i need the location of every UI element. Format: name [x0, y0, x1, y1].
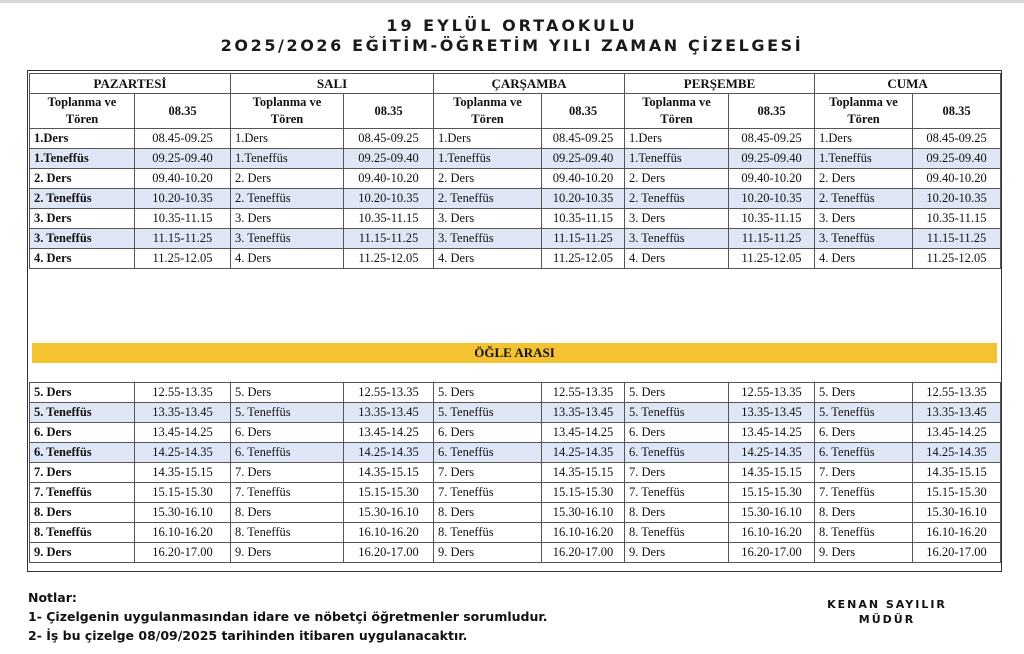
afternoon-rows	[30, 383, 1001, 563]
period-label: 1.Ders	[231, 129, 344, 149]
notes-heading: Notlar:	[28, 590, 77, 605]
period-time: 14.25-14.35	[913, 443, 1001, 463]
opening-label-line: Tören	[471, 112, 504, 126]
period-time: 13.45-14.25	[913, 423, 1001, 443]
period-time: 15.30-16.10	[135, 503, 231, 523]
schedule-table-morning	[29, 73, 1001, 269]
period-time: 15.30-16.10	[542, 503, 625, 523]
period-time: 15.15-15.30	[913, 483, 1001, 503]
opening-time: 08.35	[135, 94, 231, 129]
period-time: 09.40-10.20	[729, 169, 815, 189]
opening-label-line: Tören	[660, 112, 693, 126]
period-label: 8. Ders	[231, 503, 344, 523]
notes-section	[28, 588, 548, 645]
period-label: 6. Teneffüs	[30, 443, 135, 463]
period-label: 1.Teneffüs	[625, 149, 729, 169]
opening-label-line: Tören	[65, 112, 99, 126]
period-time: 16.20-17.00	[913, 543, 1001, 563]
period-label: 4. Ders	[625, 249, 729, 269]
opening-row	[30, 94, 1001, 129]
opening-label	[434, 94, 542, 129]
period-label: 7. Teneffüs	[815, 483, 913, 503]
period-time: 11.25-12.05	[135, 249, 231, 269]
day-header: ÇARŞAMBA	[434, 74, 625, 94]
period-label: 9. Ders	[30, 543, 135, 563]
period-label: 2. Teneffüs	[231, 189, 344, 209]
period-label: 1.Teneffüs	[434, 149, 542, 169]
period-time: 11.15-11.25	[729, 229, 815, 249]
signatory-role: MÜDÜR	[858, 613, 916, 626]
period-time: 10.35-11.15	[542, 209, 625, 229]
period-label: 6. Teneffüs	[434, 443, 542, 463]
opening-time: 08.35	[729, 94, 815, 129]
note-item: 1- Çizelgenin uygulanmasından idare ve nöbetçi öğretmenler sorumludur.	[28, 609, 548, 624]
period-time: 14.25-14.35	[729, 443, 815, 463]
period-label: 8. Teneffüs	[815, 523, 913, 543]
period-label: 3. Teneffüs	[30, 229, 135, 249]
period-time: 09.25-09.40	[729, 149, 815, 169]
period-time: 09.40-10.20	[913, 169, 1001, 189]
period-label: 7. Ders	[231, 463, 344, 483]
opening-label	[815, 94, 913, 129]
period-label: 5. Ders	[30, 383, 135, 403]
schedule-row	[30, 169, 1001, 189]
opening-label-line: Toplanma ve	[829, 95, 898, 109]
period-label: 5. Ders	[434, 383, 542, 403]
period-time: 15.30-16.10	[344, 503, 434, 523]
period-label: 8. Ders	[30, 503, 135, 523]
signatory-name: KENAN SAYILIR	[827, 598, 947, 611]
period-time: 12.55-13.35	[913, 383, 1001, 403]
period-time: 10.20-10.35	[729, 189, 815, 209]
period-label: 9. Ders	[815, 543, 913, 563]
period-label: 2. Ders	[434, 169, 542, 189]
period-time: 15.15-15.30	[729, 483, 815, 503]
period-label: 8. Teneffüs	[434, 523, 542, 543]
period-time: 16.10-16.20	[729, 523, 815, 543]
period-label: 2. Ders	[30, 169, 135, 189]
period-time: 13.35-13.45	[542, 403, 625, 423]
period-time: 08.45-09.25	[542, 129, 625, 149]
opening-label	[625, 94, 729, 129]
note-item: 2- İş bu çizelge 08/09/2025 tarihinden itibaren uygulanacaktır.	[28, 628, 468, 643]
period-label: 7. Teneffüs	[231, 483, 344, 503]
period-time: 11.25-12.05	[542, 249, 625, 269]
period-time: 11.15-11.25	[344, 229, 434, 249]
period-time: 15.15-15.30	[344, 483, 434, 503]
day-header: PAZARTESİ	[30, 74, 231, 94]
period-time: 16.10-16.20	[135, 523, 231, 543]
signature-block	[812, 597, 962, 627]
period-label: 6. Ders	[625, 423, 729, 443]
period-label: 8. Teneffüs	[625, 523, 729, 543]
schedule-row	[30, 383, 1001, 403]
period-time: 15.15-15.30	[135, 483, 231, 503]
period-time: 09.40-10.20	[344, 169, 434, 189]
period-label: 4. Ders	[231, 249, 344, 269]
period-time: 11.25-12.05	[344, 249, 434, 269]
period-label: 7. Ders	[815, 463, 913, 483]
break-row	[30, 403, 1001, 423]
period-time: 16.20-17.00	[344, 543, 434, 563]
period-time: 12.55-13.35	[135, 383, 231, 403]
period-time: 10.20-10.35	[135, 189, 231, 209]
period-label: 2. Teneffüs	[625, 189, 729, 209]
period-label: 8. Ders	[625, 503, 729, 523]
period-time: 09.25-09.40	[542, 149, 625, 169]
day-header-row	[30, 74, 1001, 94]
period-label: 7. Teneffüs	[625, 483, 729, 503]
period-time: 15.30-16.10	[913, 503, 1001, 523]
period-label: 8. Teneffüs	[30, 523, 135, 543]
period-label: 1.Ders	[625, 129, 729, 149]
period-label: 5. Teneffüs	[434, 403, 542, 423]
period-label: 1.Teneffüs	[815, 149, 913, 169]
period-label: 1.Ders	[30, 129, 135, 149]
period-label: 2. Ders	[625, 169, 729, 189]
period-time: 08.45-09.25	[344, 129, 434, 149]
opening-label	[231, 94, 344, 129]
period-label: 6. Ders	[231, 423, 344, 443]
period-time: 16.20-17.00	[135, 543, 231, 563]
period-label: 6. Teneffüs	[231, 443, 344, 463]
period-time: 08.45-09.25	[729, 129, 815, 149]
period-label: 4. Ders	[434, 249, 542, 269]
period-time: 13.45-14.25	[542, 423, 625, 443]
period-label: 9. Ders	[434, 543, 542, 563]
period-label: 2. Teneffüs	[434, 189, 542, 209]
period-label: 5. Teneffüs	[231, 403, 344, 423]
schedule-row	[30, 543, 1001, 563]
period-label: 4. Ders	[30, 249, 135, 269]
period-label: 3. Ders	[625, 209, 729, 229]
period-label: 7. Ders	[434, 463, 542, 483]
period-time: 10.35-11.15	[135, 209, 231, 229]
period-time: 14.25-14.35	[135, 443, 231, 463]
period-label: 3. Teneffüs	[815, 229, 913, 249]
period-label: 7. Teneffüs	[434, 483, 542, 503]
opening-label-line: Tören	[270, 112, 304, 126]
break-row	[30, 229, 1001, 249]
period-time: 08.45-09.25	[135, 129, 231, 149]
schedule-row	[30, 423, 1001, 443]
opening-label-line: Toplanma ve	[252, 95, 322, 109]
period-label: 7. Teneffüs	[30, 483, 135, 503]
period-label: 6. Ders	[815, 423, 913, 443]
period-time: 13.35-13.45	[344, 403, 434, 423]
opening-label-line: Toplanma ve	[642, 95, 711, 109]
schedule-row	[30, 483, 1001, 503]
period-label: 5. Ders	[815, 383, 913, 403]
period-time: 12.55-13.35	[344, 383, 434, 403]
period-time: 11.25-12.05	[913, 249, 1001, 269]
period-time: 13.45-14.25	[729, 423, 815, 443]
schedule-row	[30, 249, 1001, 269]
period-label: 1.Ders	[815, 129, 913, 149]
period-time: 10.20-10.35	[344, 189, 434, 209]
period-time: 11.25-12.05	[729, 249, 815, 269]
schedule-row	[30, 523, 1001, 543]
period-label: 5. Ders	[625, 383, 729, 403]
opening-time: 08.35	[542, 94, 625, 129]
period-label: 5. Teneffüs	[625, 403, 729, 423]
period-time: 10.35-11.15	[913, 209, 1001, 229]
period-time: 16.20-17.00	[729, 543, 815, 563]
period-time: 14.25-14.35	[542, 443, 625, 463]
period-label: 7. Ders	[625, 463, 729, 483]
period-time: 14.35-15.15	[542, 463, 625, 483]
period-label: 5. Ders	[231, 383, 344, 403]
period-label: 4. Ders	[815, 249, 913, 269]
period-label: 6. Ders	[30, 423, 135, 443]
period-time: 13.35-13.45	[135, 403, 231, 423]
schedule-row	[30, 463, 1001, 483]
break-row	[30, 189, 1001, 209]
period-label: 5. Teneffüs	[30, 403, 135, 423]
schedule-table-afternoon	[29, 382, 1001, 563]
period-time: 10.35-11.15	[729, 209, 815, 229]
period-time: 13.45-14.25	[344, 423, 434, 443]
period-label: 5. Teneffüs	[815, 403, 913, 423]
top-divider	[0, 0, 1024, 3]
period-label: 8. Ders	[815, 503, 913, 523]
period-time: 13.45-14.25	[135, 423, 231, 443]
period-label: 2. Teneffüs	[815, 189, 913, 209]
period-time: 15.30-16.10	[729, 503, 815, 523]
period-time: 11.15-11.25	[542, 229, 625, 249]
schedule-row	[30, 129, 1001, 149]
opening-label-line: Tören	[847, 112, 880, 126]
period-time: 08.45-09.25	[913, 129, 1001, 149]
period-time: 12.55-13.35	[542, 383, 625, 403]
period-time: 14.35-15.15	[344, 463, 434, 483]
period-label: 2. Teneffüs	[30, 189, 135, 209]
school-name: 19 EYLÜL ORTAOKULU	[386, 16, 638, 35]
period-label: 3. Ders	[815, 209, 913, 229]
day-header: CUMA	[815, 74, 1001, 94]
period-time: 09.25-09.40	[344, 149, 434, 169]
period-label: 9. Ders	[231, 543, 344, 563]
period-time: 14.35-15.15	[729, 463, 815, 483]
day-header: SALI	[231, 74, 434, 94]
period-label: 3. Ders	[30, 209, 135, 229]
lunch-break-banner: ÖĞLE ARASI	[32, 343, 997, 363]
opening-label-line: Toplanma ve	[47, 95, 117, 109]
period-label: 8. Teneffüs	[231, 523, 344, 543]
period-time: 16.10-16.20	[913, 523, 1001, 543]
period-time: 13.35-13.45	[729, 403, 815, 423]
period-time: 11.15-11.25	[135, 229, 231, 249]
period-time: 10.35-11.15	[344, 209, 434, 229]
period-time: 14.35-15.15	[135, 463, 231, 483]
period-time: 12.55-13.35	[729, 383, 815, 403]
period-label: 6. Ders	[434, 423, 542, 443]
period-time: 16.10-16.20	[344, 523, 434, 543]
period-label: 1.Teneffüs	[30, 149, 135, 169]
period-label: 7. Ders	[30, 463, 135, 483]
period-label: 2. Ders	[815, 169, 913, 189]
morning-rows	[30, 129, 1001, 269]
opening-time: 08.35	[344, 94, 434, 129]
period-label: 3. Teneffüs	[231, 229, 344, 249]
page-title: 2O25/2O26 EĞİTİM-ÖĞRETİM YILI ZAMAN ÇİZELGESİ	[220, 36, 804, 55]
period-label: 6. Teneffüs	[815, 443, 913, 463]
period-time: 10.20-10.35	[913, 189, 1001, 209]
period-time: 13.35-13.45	[913, 403, 1001, 423]
period-time: 10.20-10.35	[542, 189, 625, 209]
opening-time: 08.35	[913, 94, 1001, 129]
period-label: 1.Teneffüs	[231, 149, 344, 169]
period-label: 6. Teneffüs	[625, 443, 729, 463]
period-label: 3. Teneffüs	[434, 229, 542, 249]
period-time: 14.35-15.15	[913, 463, 1001, 483]
period-label: 3. Teneffüs	[625, 229, 729, 249]
period-label: 2. Ders	[231, 169, 344, 189]
period-label: 3. Ders	[231, 209, 344, 229]
period-time: 11.15-11.25	[913, 229, 1001, 249]
schedule-row	[30, 503, 1001, 523]
break-row	[30, 443, 1001, 463]
period-time: 16.20-17.00	[542, 543, 625, 563]
period-time: 09.25-09.40	[135, 149, 231, 169]
period-time: 09.40-10.20	[542, 169, 625, 189]
period-label: 8. Ders	[434, 503, 542, 523]
period-label: 1.Ders	[434, 129, 542, 149]
period-label: 9. Ders	[625, 543, 729, 563]
opening-label-line: Toplanma ve	[453, 95, 522, 109]
day-header: PERŞEMBE	[625, 74, 815, 94]
period-time: 14.25-14.35	[344, 443, 434, 463]
break-row	[30, 149, 1001, 169]
period-label: 3. Ders	[434, 209, 542, 229]
opening-label	[30, 94, 135, 129]
period-time: 09.25-09.40	[913, 149, 1001, 169]
schedule-row	[30, 209, 1001, 229]
period-time: 09.40-10.20	[135, 169, 231, 189]
period-time: 15.15-15.30	[542, 483, 625, 503]
period-time: 16.10-16.20	[542, 523, 625, 543]
